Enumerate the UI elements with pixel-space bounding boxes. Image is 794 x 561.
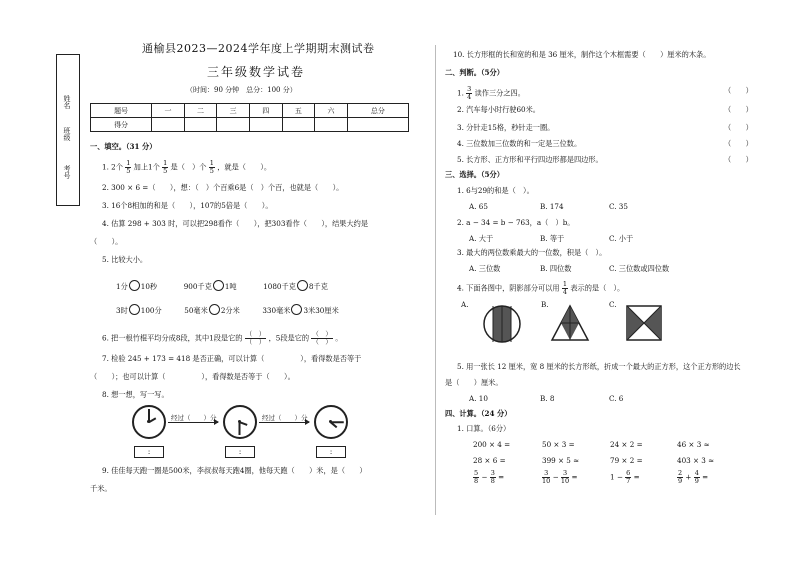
choice-option[interactable]: C. bbox=[609, 300, 617, 309]
choice-option[interactable]: B. 等于 bbox=[540, 234, 565, 243]
compare-item: 100分 bbox=[140, 306, 162, 315]
choice-option[interactable]: B. 8 bbox=[540, 394, 555, 403]
choice-option[interactable]: C. 35 bbox=[609, 202, 628, 211]
q6-text-b: ，5段是它的 bbox=[268, 333, 310, 343]
question-2: 2. 300 × 6 =（ ），想：（ ）个百乘6是（ ）个百，也就是（ ）。 bbox=[102, 183, 344, 192]
binding-label-id: 考号 bbox=[63, 165, 71, 179]
section-choice: 三、选择。（5分） bbox=[445, 170, 504, 179]
score-table-header-row bbox=[91, 104, 409, 118]
choice-4 bbox=[457, 281, 624, 296]
score-header-cell: 四 bbox=[249, 104, 282, 118]
judge-paren[interactable]: （ ） bbox=[724, 139, 753, 148]
section-fill-blank: 一、填空。（31 分） bbox=[90, 142, 157, 151]
choice-4-text-a: 4. 下面各图中，阴影部分可以用 bbox=[457, 283, 560, 293]
choice-option[interactable]: B. bbox=[541, 300, 549, 309]
fraction-three-fourths: $\frac{3}{4}$ bbox=[467, 85, 472, 101]
compare-row-1 bbox=[116, 280, 328, 292]
calc-item: 46 × 3 ≈ bbox=[677, 440, 710, 449]
calc-item: 399 × 5 ≈ bbox=[542, 456, 580, 465]
q6-text-a: 6. 把一根竹棍平均分成8段，其中1段是它的 bbox=[102, 333, 243, 343]
score-table-score-row bbox=[91, 118, 409, 132]
choice-1: 1. 6与29的和是（ ）。 bbox=[457, 186, 534, 195]
calc-fraction-item: 1 − $\frac{6}{7}$ = bbox=[610, 469, 640, 485]
question-9: 9. 佳佳每天跑一圈是500米，李叔叔每天跑4圈，他每天跑（ ）米，是（ ） bbox=[102, 466, 367, 475]
compare-item: 3米30厘米 bbox=[303, 306, 339, 315]
time-answer-box[interactable]: : bbox=[225, 446, 255, 458]
choice-option[interactable]: C. 小于 bbox=[609, 234, 634, 243]
judge-4: 4. 三位数加三位数的和一定是三位数。 bbox=[457, 139, 582, 148]
clock-face-1 bbox=[132, 405, 166, 439]
judge-5: 5. 长方形、正方形和平行四边形都是四边形。 bbox=[457, 155, 603, 164]
judge-1-text: 读作三分之四。 bbox=[474, 88, 525, 98]
compare-circle[interactable] bbox=[213, 280, 224, 291]
shape-c-square bbox=[625, 304, 663, 342]
compare-item: 50毫米 bbox=[184, 306, 208, 315]
q1-text-b: 加上1个 bbox=[133, 162, 160, 172]
judge-3: 3. 分针走15格，秒针走一圈。 bbox=[457, 123, 555, 132]
compare-item: 1分 bbox=[116, 282, 128, 291]
time-answer-box[interactable]: : bbox=[134, 446, 164, 458]
question-10: 10. 长方形框的长和宽的和是 36 厘米，制作这个木框需要（ ）厘米的木条。 bbox=[453, 50, 711, 59]
judge-paren[interactable]: （ ） bbox=[724, 123, 753, 132]
question-7-cont: （ ）；也可以计算（ ），看得数是否等于（ ）。 bbox=[90, 372, 295, 381]
score-header-cell: 题号 bbox=[91, 104, 152, 118]
paper-subtitle: 三年级数学试卷 bbox=[207, 65, 306, 79]
compare-item: 1吨 bbox=[224, 282, 237, 291]
choice-option[interactable]: C. 6 bbox=[609, 394, 624, 403]
calc-fraction-item: $\frac{5}{8}$ − $\frac{3}{8}$ = bbox=[474, 469, 505, 485]
choice-option[interactable]: A. 10 bbox=[469, 394, 488, 403]
compare-circle[interactable] bbox=[129, 280, 140, 291]
calc-fraction-item: $\frac{3}{10}$ − $\frac{3}{10}$ = bbox=[542, 469, 578, 485]
score-table bbox=[90, 103, 409, 132]
compare-item: 10秒 bbox=[140, 282, 158, 291]
score-header-cell: 三 bbox=[217, 104, 250, 118]
score-row-label: 得分 bbox=[91, 118, 152, 132]
binding-label-name: 姓名 bbox=[63, 95, 71, 109]
compare-item: 2分米 bbox=[220, 306, 240, 315]
compare-row-2 bbox=[116, 304, 339, 316]
score-header-cell: 一 bbox=[152, 104, 185, 118]
calc-item: 200 × 4 = bbox=[473, 440, 511, 449]
fraction-one-fifth: $\frac{1}{5}$ bbox=[209, 159, 214, 175]
choice-option[interactable]: A. 大于 bbox=[469, 234, 494, 243]
judge-2: 2. 汽车每小时行驶60米。 bbox=[457, 105, 540, 114]
shape-a-circle bbox=[482, 304, 522, 344]
q1-text-a: 1. 2个 bbox=[102, 162, 123, 172]
compare-item: 330毫米 bbox=[262, 306, 291, 315]
question-8: 8. 想一想，写一写。 bbox=[102, 390, 169, 399]
calc-fraction-item: $\frac{2}{9}$ + $\frac{4}{9}$ = bbox=[678, 469, 709, 485]
calc-item: 50 × 3 = bbox=[542, 440, 575, 449]
question-6 bbox=[102, 331, 342, 346]
question-4-cont: （ ）。 bbox=[90, 237, 123, 246]
score-header-cell: 总分 bbox=[347, 104, 408, 118]
judge-1-num: 1. bbox=[457, 88, 464, 98]
section-true-false: 二、判断。（5分） bbox=[445, 68, 504, 77]
judge-paren[interactable]: （ ） bbox=[724, 105, 753, 114]
fraction-one-fifth: $\frac{1}{5}$ bbox=[126, 159, 131, 175]
calc-item: 403 × 3 ≈ bbox=[677, 456, 715, 465]
elapsed-label-1: 经过（ ）分 bbox=[171, 414, 217, 422]
compare-item: 8千克 bbox=[308, 282, 328, 291]
score-header-cell: 六 bbox=[315, 104, 348, 118]
question-9-cont: 千米。 bbox=[90, 484, 112, 493]
score-cell[interactable] bbox=[282, 118, 315, 132]
paper-meta: （时间：90 分钟 总分：100 分） bbox=[186, 86, 297, 94]
clock-face-3 bbox=[314, 405, 348, 439]
choice-option[interactable]: C. 三位数或四位数 bbox=[609, 264, 670, 273]
compare-item: 1080千克 bbox=[263, 282, 296, 291]
compare-circle[interactable] bbox=[291, 304, 302, 315]
fraction-blank[interactable]: $\frac{( )}{( )}$ bbox=[245, 330, 266, 346]
compare-item: 3时 bbox=[116, 306, 128, 315]
score-cell[interactable] bbox=[249, 118, 282, 132]
shape-b-triangle bbox=[550, 304, 590, 342]
compare-circle[interactable] bbox=[297, 280, 308, 291]
question-5: 5. 比较大小。 bbox=[102, 255, 148, 264]
judge-paren[interactable]: （ ） bbox=[724, 155, 753, 164]
question-4: 4. 估算 298 + 303 时，可以把298看作（ ），把303看作（ ），结果大约是 bbox=[102, 219, 369, 228]
compare-circle[interactable] bbox=[209, 304, 220, 315]
choice-option[interactable]: A. 三位数 bbox=[469, 264, 501, 273]
paper-title: 通榆县2023—2024学年度上学期期末测试卷 bbox=[142, 42, 375, 55]
choice-5-cont: 是（ ）厘米。 bbox=[445, 378, 503, 387]
choice-option[interactable]: B. 174 bbox=[540, 202, 564, 211]
q1-text-d: ，就是（ ）。 bbox=[217, 162, 272, 172]
score-header-cell: 二 bbox=[184, 104, 217, 118]
score-cell[interactable] bbox=[152, 118, 185, 132]
binding-strip bbox=[56, 54, 80, 206]
choice-option[interactable]: A. 65 bbox=[469, 202, 488, 211]
choice-4-text-b: 表示的是（ ）。 bbox=[570, 283, 625, 293]
calc-item: 24 × 2 = bbox=[610, 440, 643, 449]
score-cell[interactable] bbox=[217, 118, 250, 132]
fraction-one-fifth: $\frac{1}{5}$ bbox=[163, 159, 168, 175]
section-calc: 四、计算。（24 分） bbox=[445, 409, 512, 418]
column-divider bbox=[435, 45, 436, 515]
binding-label-class: 班级 bbox=[63, 127, 71, 141]
judge-1 bbox=[457, 86, 525, 101]
compare-item: 900千克 bbox=[183, 282, 212, 291]
clock-face-2 bbox=[223, 405, 257, 439]
judge-paren[interactable]: （ ） bbox=[724, 86, 753, 95]
score-cell[interactable] bbox=[347, 118, 408, 132]
score-header-cell: 五 bbox=[282, 104, 315, 118]
score-cell[interactable] bbox=[315, 118, 348, 132]
question-7: 7. 检验 245 + 173 = 418 是否正确，可以计算（ ），看得数是否等于 bbox=[102, 354, 362, 363]
time-answer-box[interactable]: : bbox=[316, 446, 346, 458]
calc-subtitle: 1. 口算。（6分） bbox=[457, 424, 511, 433]
calc-item: 79 × 2 = bbox=[610, 456, 643, 465]
compare-circle[interactable] bbox=[129, 304, 140, 315]
choice-option[interactable]: A. bbox=[461, 300, 469, 309]
elapsed-label-2: 经过（ ）分 bbox=[262, 414, 308, 422]
score-cell[interactable] bbox=[184, 118, 217, 132]
q1-text-c: 是（ ）个 bbox=[170, 162, 207, 172]
fraction-one-fourth: $\frac{1}{4}$ bbox=[562, 280, 568, 296]
calc-item: 28 × 6 = bbox=[473, 456, 506, 465]
question-3: 3. 16个8相加的和是（ ），107的5倍是（ ）。 bbox=[102, 201, 273, 210]
choice-option[interactable]: B. 四位数 bbox=[540, 264, 572, 273]
choice-3: 3. 最大的两位数乘最大的一位数，积是（ ）。 bbox=[457, 248, 607, 257]
q6-text-c: 。 bbox=[335, 333, 343, 343]
choice-5: 5. 用一张长 12 厘米，宽 8 厘米的长方形纸，折成一个最大的正方形，这个正方形的边长 bbox=[457, 362, 741, 371]
fraction-blank[interactable]: $\frac{( )}{( )}$ bbox=[312, 330, 332, 346]
question-1 bbox=[102, 160, 271, 175]
choice-2: 2. a − 34 = b − 763，a（ ）b。 bbox=[457, 218, 575, 227]
